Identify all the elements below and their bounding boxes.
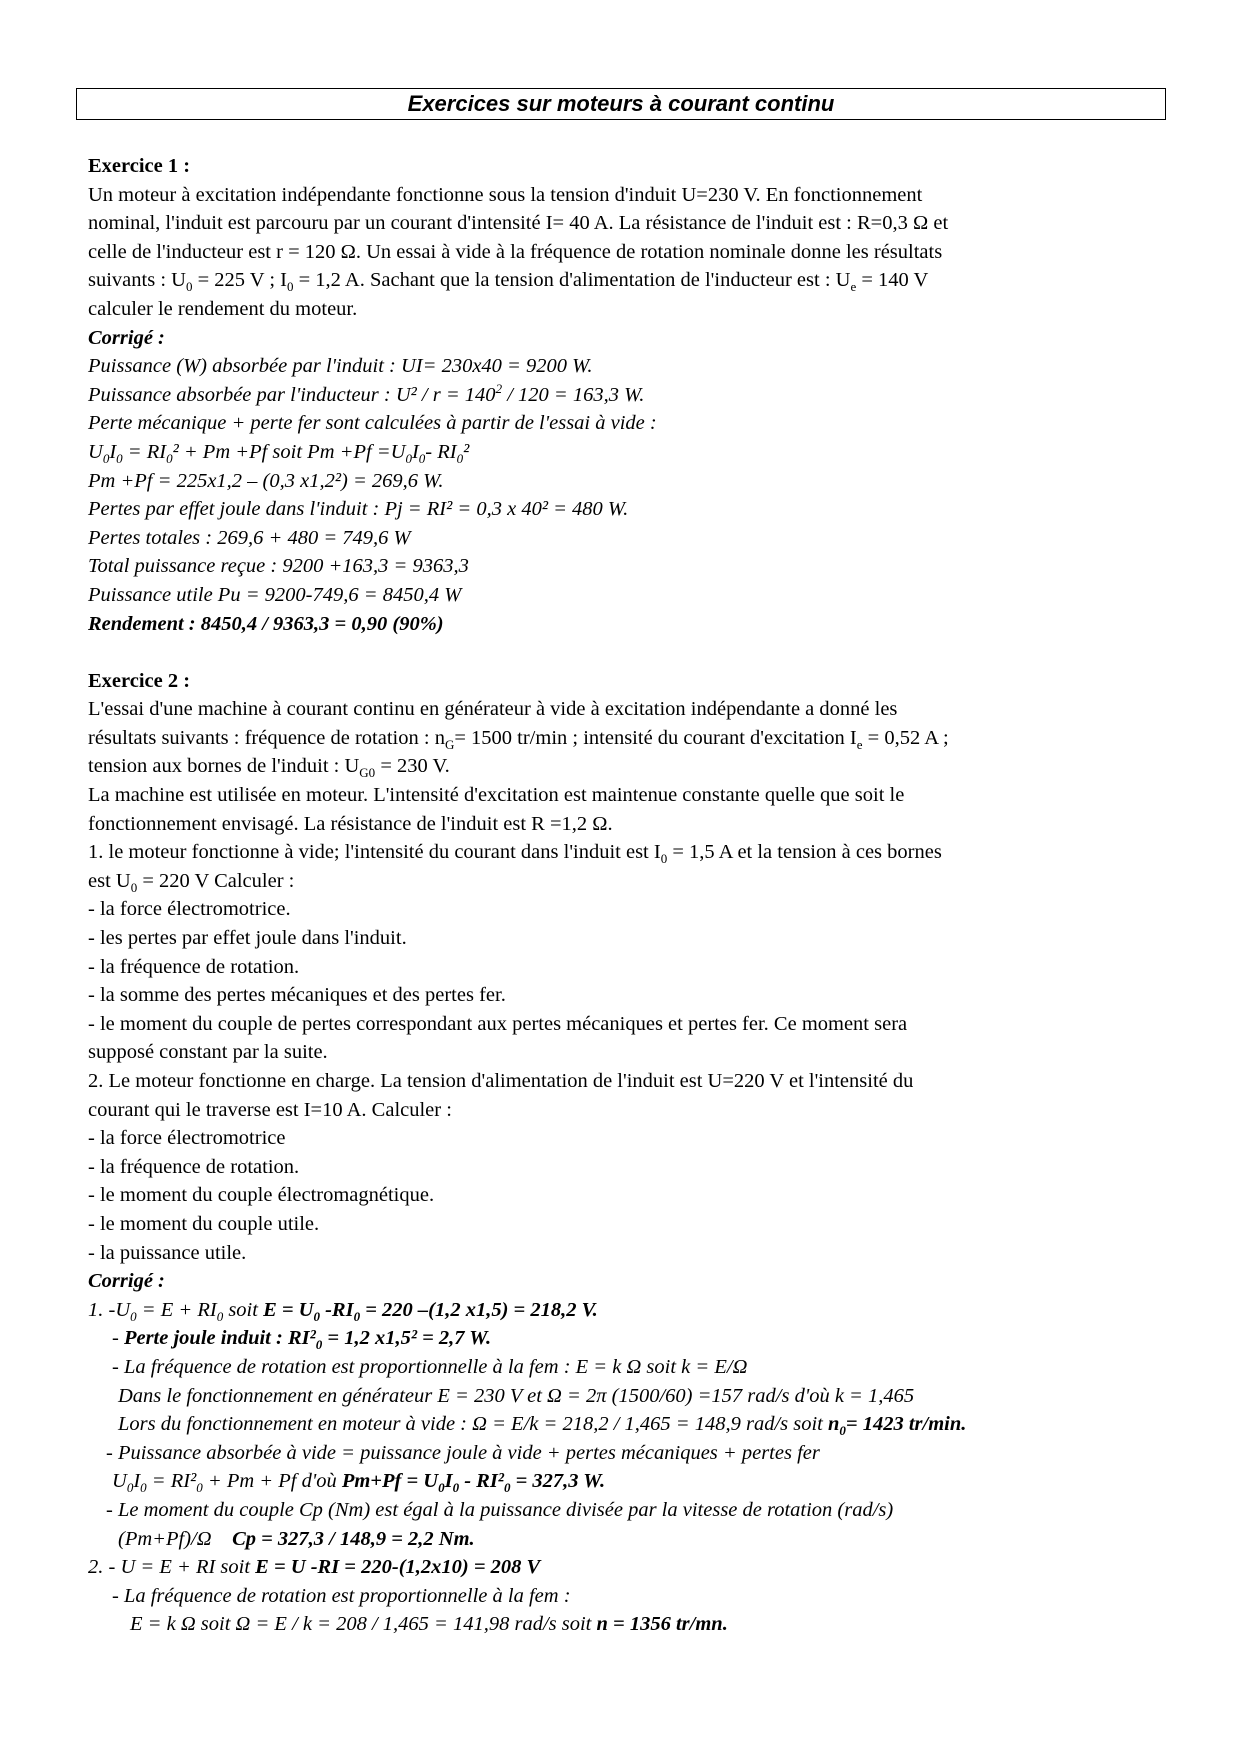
ex1-corrige-line: Pertes par effet joule dans l'induit : Pj = RI² = 0,3 x 40² = 480 W. (88, 498, 629, 521)
ex1-statement-line: nominal, l'induit est parcouru par un courant d'intensité I= 40 A. La résistance de l'induit est : R=0,3 Ω et (88, 212, 949, 235)
ex2-statement-line: courant qui le traverse est I=10 A. Calculer : (88, 1098, 452, 1121)
ex2-corrige-line: Dans le fonctionnement en générateur E = 230 V et Ω = 2π (1500/60) =157 rad/s d'où k = 1,465 (118, 1384, 915, 1407)
ex1-statement-line: calculer le rendement du moteur. (88, 297, 358, 320)
ex2-corrige-line: E = k Ω soit Ω = E / k = 208 / 1,465 = 141,98 rad/s soit n = 1356 tr/mn. (130, 1613, 728, 1636)
ex2-question: - la force électromotrice (88, 1127, 286, 1150)
exercise-1-heading: Exercice 1 : (88, 155, 191, 177)
ex2-question: - les pertes par effet joule dans l'induit. (88, 927, 407, 950)
ex1-statement-line: celle de l'inducteur est r = 120 Ω. Un essai à vide à la fréquence de rotation nominale donne les résultats (88, 240, 943, 263)
ex2-question: - la puissance utile. (88, 1241, 247, 1264)
ex2-corrige-label: Corrigé : (88, 1270, 165, 1293)
ex1-corrige-line: Puissance (W) absorbée par l'induit : UI= 230x40 = 9200 W. (88, 355, 593, 378)
ex2-question: - la fréquence de rotation. (88, 955, 300, 978)
ex1-corrige-line: Perte mécanique + perte fer sont calculées à partir de l'essai à vide : (88, 412, 657, 435)
ex1-corrige-label: Corrigé : (88, 326, 165, 349)
ex1-corrige-line: Puissance absorbée par l'inducteur : $U^2 / r = 140^2 / 120 = 163,3$ W. (88, 380, 645, 406)
document-title: Exercices sur moteurs à courant continu (76, 88, 1166, 120)
ex1-statement-line: suivants : $U_0 = 225$ V ; $I_0 = 1,2$ A. Sachant que la tension d'alimentation de l'inducteur est : $U_e = 140$ V (88, 269, 929, 295)
ex1-corrige-line: Pertes totales : 269,6 + 480 = 749,6 W (88, 526, 411, 549)
ex2-corrige-line: 2. - U = E + RI soit E = U -RI = 220-(1,2x10) = 208 V (88, 1556, 541, 1579)
ex1-statement-line: Un moteur à excitation indépendante fonctionne sous la tension d'induit U=230 V. En fonctionnement (88, 183, 923, 206)
ex2-statement-line: La machine est utilisée en moteur. L'intensité d'excitation est maintenue constante quelle que soit le (88, 784, 905, 807)
ex2-corrige-line: - La fréquence de rotation est proportionnelle à la fem : E = k Ω soit k = E/Ω (112, 1355, 748, 1378)
ex2-corrige-line: (Pm+Pf)/Ω Cp = 327,3 / 148,9 = 2,2 Nm. (118, 1527, 475, 1550)
ex2-corrige-line: - Puissance absorbée à vide = puissance joule à vide + pertes mécaniques + pertes fer (106, 1441, 820, 1464)
ex2-question: - la force électromotrice. (88, 898, 291, 921)
ex2-statement-line: est $U_0 = 220$ V Calculer : (88, 869, 295, 895)
ex2-statement-line: supposé constant par la suite. (88, 1041, 328, 1064)
ex2-question: - la somme des pertes mécaniques et des pertes fer. (88, 984, 506, 1007)
spacer (88, 638, 1163, 667)
ex1-corrige-line: Puissance utile Pu = 9200-749,6 = 8450,4 W (88, 583, 462, 606)
ex2-corrige-line: $U_0I_0 = RI^2_0 + Pm + Pf$ d'où $Pm+Pf = U_0I_0 - RI^2_0 = 327,3$ W. (112, 1470, 606, 1496)
ex2-question: - le moment du couple de pertes correspondant aux pertes mécaniques et pertes fer. Ce moment sera (88, 1012, 908, 1035)
ex1-corrige-line: Total puissance reçue : 9200 +163,3 = 9363,3 (88, 555, 469, 578)
ex2-statement-line: 2. Le moteur fonctionne en charge. La tension d'alimentation de l'induit est U=220 V et l'intensité du (88, 1070, 914, 1092)
ex2-corrige-line: - Perte joule induit : $RI^2_0 = 1,2$ x1,5² = 2,7 W. (112, 1327, 492, 1353)
ex2-corrige-line: Lors du fonctionnement en moteur à vide : Ω = E/k = 218,2 / 1,465 = 148,9 rad/s soit $n_0= 1423$ tr/min. (118, 1413, 967, 1439)
ex2-corrige-line: 1. $-U_0 = E + RI_0$ soit $E = U_0$ $-RI_0 = 220$ –(1,2 x1,5) = 218,2 V. (88, 1298, 598, 1324)
ex2-corrige-line: - Le moment du couple Cp (Nm) est égal à la puissance divisée par la vitesse de rotation (rad/s) (106, 1498, 894, 1521)
ex2-statement-line: 1. le moteur fonctionne à vide; l'intensité du courant dans l'induit est $I_0 = 1,5$ A et la tension à ces bornes (88, 841, 942, 867)
ex2-statement-line: fonctionnement envisagé. La résistance de l'induit est R =1,2 Ω. (88, 812, 613, 835)
ex1-corrige-line: $U_0I_0 = RI_0^2 + Pm +Pf$ soit $Pm +Pf =U_0I_0-$ $RI_0^2$ (88, 440, 470, 467)
ex2-corrige-line: - La fréquence de rotation est proportionnelle à la fem : (112, 1584, 571, 1607)
ex2-statement-line: L'essai d'une machine à courant continu en générateur à vide à excitation indépendante a donné les (88, 698, 898, 721)
ex2-question: - le moment du couple électromagnétique. (88, 1184, 435, 1207)
ex1-corrige-line: Pm +Pf = 225x1,2 – (0,3 x1,2²) = 269,6 W. (88, 469, 444, 492)
document-body (88, 152, 1163, 1639)
ex1-result-line: Rendement : 8450,4 / 9363,3 = 0,90 (90%) (88, 612, 444, 635)
ex2-question: - le moment du couple utile. (88, 1212, 320, 1235)
ex2-statement-line: résultats suivants : fréquence de rotation : $n_G= 1500$ tr/min ; intensité du courant d'excitation $I_e = 0,52$ A ; (88, 726, 949, 752)
ex2-statement-line: tension aux bornes de l'induit : $U_{G0} = 230$ V. (88, 755, 450, 781)
ex2-question: - la fréquence de rotation. (88, 1155, 300, 1178)
exercise-2-heading: Exercice 2 : (88, 669, 191, 692)
